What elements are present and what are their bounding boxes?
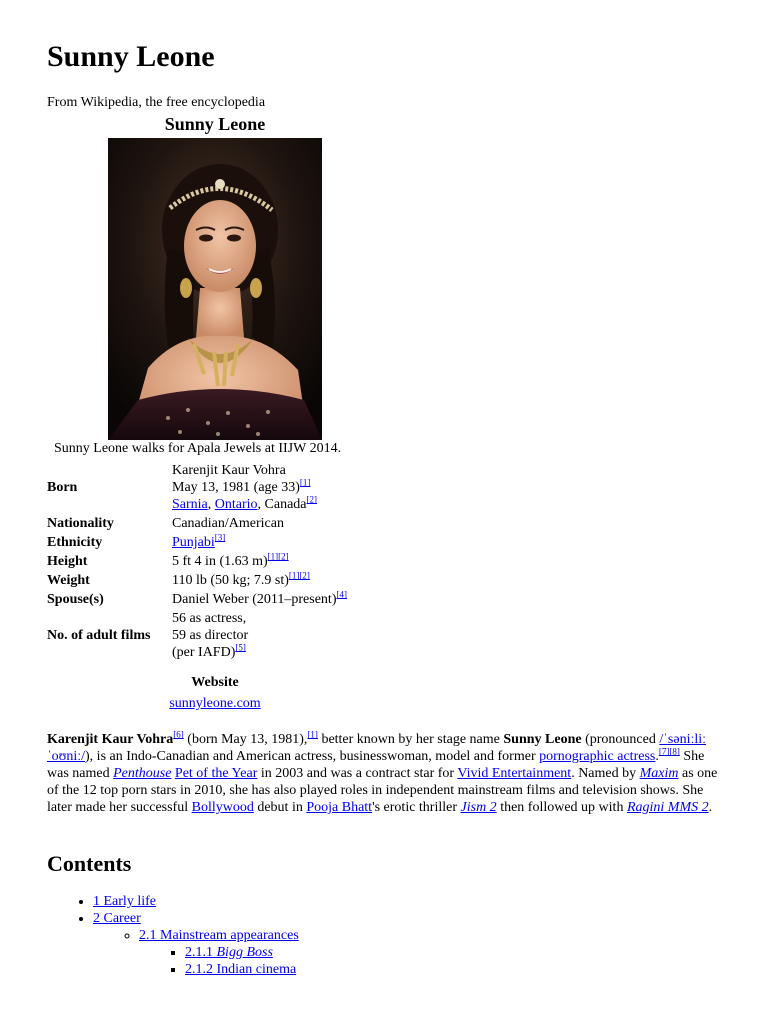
intro-text-11: debut in <box>253 800 307 815</box>
intro-text-10: as one of the 12 top porn stars in 2010, she has also played roles in independent mainstream films and television shows. She later made her successful <box>47 766 718 815</box>
films-label: No. of adult films <box>47 628 151 643</box>
intro-text-14: . <box>708 800 713 815</box>
films-line-2: 59 as director <box>172 628 249 643</box>
link-ragini-mms-2[interactable] <box>627 800 709 815</box>
toc-item <box>185 944 299 961</box>
spouse-label: Spouse(s) <box>47 592 104 607</box>
ref-link-3[interactable]: [3] <box>214 532 226 543</box>
intro-text-13: then followed up with <box>496 800 627 815</box>
films-value <box>172 609 347 662</box>
born-label: Born <box>47 480 78 495</box>
ethnicity-value <box>172 533 347 552</box>
ref-link-1-2-height[interactable]: [1][2] <box>267 551 289 562</box>
row-born <box>47 461 347 514</box>
intro-stage-name: Sunny Leone <box>503 732 582 747</box>
intro-text-8: in 2003 and was a contract star for <box>257 766 458 781</box>
jism-2-text: Jism 2 <box>460 800 497 815</box>
row-nationality <box>47 514 347 533</box>
nationality-value: Canadian/American <box>172 516 284 531</box>
intro-paragraph <box>47 731 727 816</box>
portrait-image <box>108 138 322 440</box>
row-height <box>47 552 347 571</box>
films-line-3 <box>172 644 347 661</box>
toc-bigg-boss-text: Bigg Boss <box>216 945 273 960</box>
website-label: Website <box>191 675 239 690</box>
toc-list <box>47 893 299 978</box>
contents-heading: Contents <box>47 851 132 876</box>
page-title: Sunny Leone <box>47 40 215 73</box>
intro-text-2: better known by her stage name <box>317 732 504 747</box>
toc-item <box>185 961 299 978</box>
ref-link-1-2-weight[interactable]: [1][2] <box>288 570 310 581</box>
row-films <box>47 609 347 662</box>
ref-link-4[interactable]: [4] <box>336 589 347 600</box>
birth-name: Karenjit Kaur Vohra <box>172 463 286 478</box>
tagline: From Wikipedia, the free encyclopedia <box>47 95 266 110</box>
link-vivid-entertainment[interactable]: Vivid Entertainment <box>457 766 572 781</box>
birth-place <box>172 496 347 513</box>
toc-subsublist <box>139 944 299 978</box>
infobox-table <box>47 461 347 662</box>
nationality-label: Nationality <box>47 516 114 531</box>
place-separator: , <box>207 497 215 512</box>
intro-text-4: ), is an Indo-Canadian and American actress, businesswoman, model and former <box>85 749 540 764</box>
row-weight <box>47 571 347 590</box>
born-value <box>172 461 347 514</box>
ethnicity-label: Ethnicity <box>47 535 103 550</box>
ref-link-7-8[interactable]: [7][8] <box>658 746 680 757</box>
toc-link-career[interactable]: 2 Career <box>93 911 141 926</box>
link-punjabi[interactable]: Punjabi <box>172 535 215 550</box>
toc-link-early-life[interactable]: 1 Early life <box>93 894 156 909</box>
link-pornographic-actress[interactable]: pornographic actress <box>539 749 656 764</box>
link-penthouse[interactable] <box>113 766 171 781</box>
link-maxim[interactable] <box>640 766 679 781</box>
intro-text-12: 's erotic thriller <box>372 800 461 815</box>
intro-text-9: . Named by <box>571 766 640 781</box>
films-line-1: 56 as actress, <box>172 611 247 626</box>
intro-text-5: . <box>655 749 659 764</box>
ref-link-5[interactable]: [5] <box>235 642 246 653</box>
table-of-contents <box>47 893 299 978</box>
films-line-3-text: (per IAFD) <box>172 645 236 660</box>
link-pet-of-the-year[interactable]: Pet of the Year <box>174 766 258 781</box>
link-ontario[interactable]: Ontario <box>214 497 258 512</box>
ipa-link[interactable]: /ˈsəniːliːˈoʊniː/ <box>47 732 707 764</box>
birth-date-text: May 13, 1981 (age 33) <box>172 480 300 495</box>
infobox-photo[interactable] <box>108 138 322 440</box>
intro-text-6: She was named <box>47 749 705 781</box>
toc-number: 2.1.1 <box>185 945 217 960</box>
infobox-title: Sunny Leone <box>164 114 266 134</box>
spouse-text: Daniel Weber (2011–present) <box>172 592 337 607</box>
link-bollywood[interactable]: Bollywood <box>191 800 254 815</box>
spouse-value <box>172 590 347 609</box>
toc-item <box>93 910 299 978</box>
toc-link-mainstream-appearances[interactable]: 2.1 Mainstream appearances <box>139 928 299 943</box>
intro-text-1: (born May 13, 1981), <box>183 732 308 747</box>
link-pooja-bhatt[interactable]: Pooja Bhatt <box>306 800 373 815</box>
place-country: , Canada <box>257 497 307 512</box>
infobox-caption: Sunny Leone walks for Apala Jewels at IIJW 2014. <box>54 441 342 456</box>
weight-label: Weight <box>47 573 90 588</box>
website-link[interactable]: sunnyleone.com <box>169 696 261 711</box>
ref-link-1[interactable]: [1] <box>299 477 311 488</box>
toc-item <box>93 893 299 910</box>
intro-birth-name: Karenjit Kaur Vohra <box>47 732 174 747</box>
intro-text-3: (pronounced <box>581 732 660 747</box>
height-text: 5 ft 4 in (1.63 m) <box>172 554 268 569</box>
height-value <box>172 552 347 571</box>
weight-text: 110 lb (50 kg; 7.9 st) <box>172 573 289 588</box>
toc-link-bigg-boss[interactable] <box>185 945 273 960</box>
website-row <box>108 696 322 712</box>
ref-link-1-intro[interactable]: [1] <box>307 729 318 740</box>
ragini-mms-2-text: Ragini MMS 2 <box>626 800 709 815</box>
row-ethnicity <box>47 533 347 552</box>
maxim-text: Maxim <box>639 766 679 781</box>
row-spouse <box>47 590 347 609</box>
ref-link-6[interactable]: [6] <box>173 729 184 740</box>
link-sarnia[interactable]: Sarnia <box>172 497 208 512</box>
toc-sublist <box>93 927 299 978</box>
link-jism-2[interactable] <box>461 800 497 815</box>
height-label: Height <box>47 554 88 569</box>
toc-item <box>139 927 299 978</box>
ref-link-2[interactable]: [2] <box>306 494 318 505</box>
weight-value <box>172 571 347 590</box>
toc-link-indian-cinema[interactable]: 2.1.2 Indian cinema <box>185 962 297 977</box>
birth-date <box>172 479 347 496</box>
penthouse-text: Penthouse <box>113 766 172 781</box>
